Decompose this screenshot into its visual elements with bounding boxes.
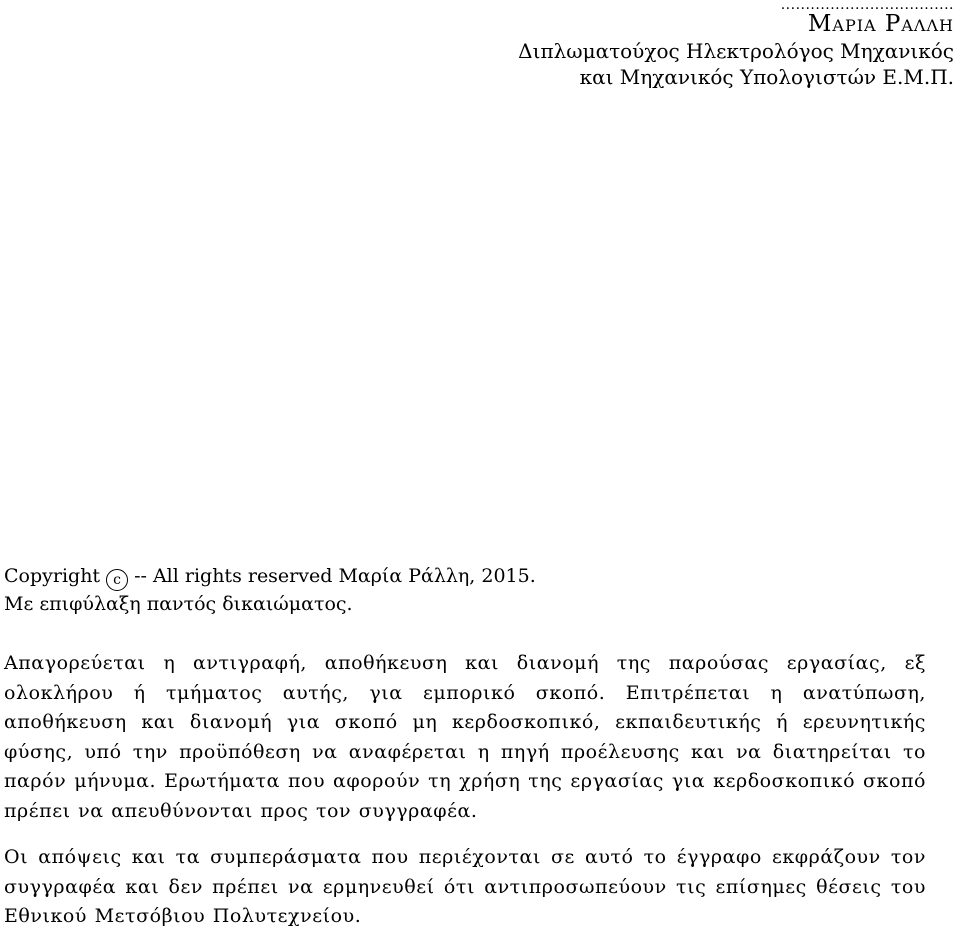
copyright-notice: [4, 563, 536, 618]
author-school: και Μηχανικός Υπολογιστών Ε.Μ.Π.: [579, 65, 954, 89]
copyright-text: -- All rights reserved Μαρία Ράλλη, 2015.: [134, 565, 536, 587]
author-name: Μαρια Ραλλη: [807, 11, 954, 37]
signature-line: ...................................: [780, 0, 954, 13]
copyright-line: [4, 563, 536, 591]
copyright-prefix: Copyright: [4, 565, 101, 587]
signature-block: [518, 0, 954, 90]
copyright-icon: c: [106, 569, 128, 591]
disclaimer-paragraph: Οι απόψεις και τα συμπεράσματα που περιέχονται σε αυτό το έγγραφο εκφράζουν τον συγγραφέα και δεν πρέπει να ερμηνευθεί ότι αντιπροσωπεύουν τις επίσημες θέσεις του Εθνικού Μετσόβιου Πολυτεχνείου.: [4, 846, 926, 927]
rights-reserved-line: Με επιφύλαξη παντός δικαιώματος.: [4, 593, 353, 615]
usage-terms-paragraph: Απαγορεύεται η αντιγραφή, αποθήκευση και διανομή της παρούσας εργασίας, εξ ολοκλήρου ή τμήματος αυτής, για εμπορικό σκοπό. Επιτρέπεται η ανατύπωση, αποθήκευση και διανομή για σκοπό μη κερδοσκοπικό, εκπαιδευτικής ή ερευνητικής φύσης, υπό την προϋπόθεση να αναφέρεται η πηγή προέλευσης και να διατηρείται το παρόν μήνυμα. Ερωτήματα που αφορούν τη χρήση της εργασίας για κερδοσκοπικό σκοπό πρέπει να απευθύνονται προς τον συγγραφέα.: [4, 652, 926, 822]
author-degree: Διπλωματούχος Ηλεκτρολόγος Μηχανικός: [518, 39, 954, 63]
